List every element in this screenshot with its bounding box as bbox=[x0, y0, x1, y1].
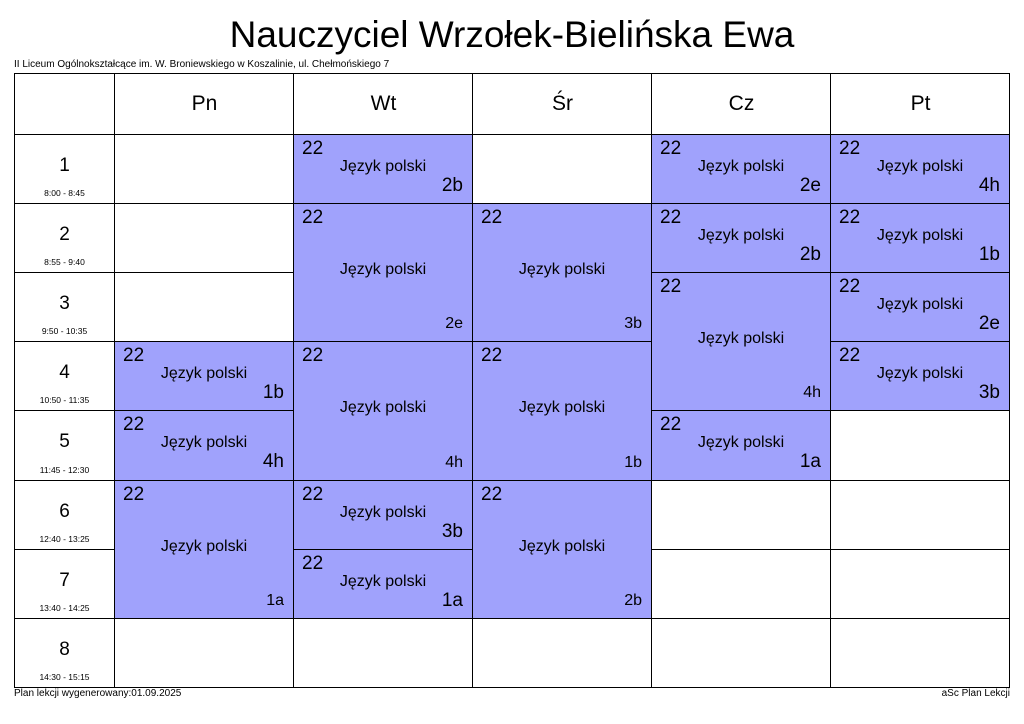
lesson-room: 22 bbox=[839, 138, 861, 159]
lesson-class: 4h bbox=[445, 454, 463, 471]
period-time: 8:55 - 9:40 bbox=[44, 257, 85, 267]
lesson-class: 3b bbox=[624, 315, 642, 332]
period-number: 8 bbox=[59, 639, 70, 660]
period-number: 4 bbox=[59, 362, 70, 383]
lesson-room: 22 bbox=[481, 345, 503, 366]
lesson-room: 22 bbox=[302, 345, 324, 366]
lesson-room: 22 bbox=[302, 207, 324, 228]
period-number: 6 bbox=[59, 501, 70, 522]
period-label bbox=[15, 135, 114, 203]
school-name: II Liceum Ogólnokształcące im. W. Broniewskiego w Koszalinie, ul. Chełmońskiego 7 bbox=[14, 59, 390, 70]
lesson-subject: Język polski bbox=[339, 504, 427, 521]
lesson-card[interactable] bbox=[293, 480, 473, 550]
day-header: Śr bbox=[552, 92, 573, 115]
lesson-class: 1b bbox=[978, 244, 1000, 265]
period-time: 8:00 - 8:45 bbox=[44, 188, 85, 198]
lesson-card[interactable] bbox=[472, 203, 652, 342]
day-header: Wt bbox=[370, 92, 397, 115]
lesson-subject: Język polski bbox=[697, 227, 785, 244]
lesson-card[interactable] bbox=[472, 480, 652, 619]
lesson-subject: Język polski bbox=[876, 227, 964, 244]
lesson-class: 2b bbox=[799, 244, 821, 265]
app-credit: aSc Plan Lekcji bbox=[941, 688, 1010, 699]
lesson-room: 22 bbox=[481, 207, 503, 228]
lesson-class: 2e bbox=[978, 313, 1000, 334]
lesson-card[interactable] bbox=[293, 134, 473, 204]
lesson-subject: Język polski bbox=[160, 434, 248, 451]
empty-slot bbox=[651, 549, 831, 619]
day-header: Pn bbox=[191, 92, 218, 115]
day-header: Pt bbox=[910, 92, 931, 115]
lesson-subject: Język polski bbox=[697, 158, 785, 175]
period-number: 5 bbox=[59, 431, 70, 452]
period-number: 1 bbox=[59, 155, 70, 176]
empty-slot bbox=[472, 618, 652, 688]
lesson-room: 22 bbox=[660, 414, 682, 435]
lesson-subject: Język polski bbox=[518, 399, 606, 416]
lesson-card[interactable] bbox=[114, 410, 294, 481]
period-label bbox=[15, 550, 114, 618]
lesson-card[interactable] bbox=[293, 549, 473, 619]
lesson-class: 2b bbox=[624, 592, 642, 609]
lesson-subject: Język polski bbox=[339, 158, 427, 175]
lesson-subject: Język polski bbox=[339, 399, 427, 416]
empty-slot bbox=[830, 618, 1010, 688]
empty-slot bbox=[293, 618, 473, 688]
lesson-card[interactable] bbox=[651, 272, 831, 411]
lesson-subject: Język polski bbox=[697, 330, 785, 347]
lesson-subject: Język polski bbox=[160, 538, 248, 555]
lesson-card[interactable] bbox=[830, 203, 1010, 273]
lesson-room: 22 bbox=[302, 484, 324, 505]
lesson-room: 22 bbox=[302, 138, 324, 159]
lesson-card[interactable] bbox=[472, 341, 652, 481]
lesson-room: 22 bbox=[481, 484, 503, 505]
period-time: 14:30 - 15:15 bbox=[39, 672, 90, 682]
lesson-class: 2e bbox=[445, 315, 463, 332]
period-number: 2 bbox=[59, 224, 70, 245]
lesson-room: 22 bbox=[123, 345, 145, 366]
lesson-card[interactable] bbox=[651, 410, 831, 481]
empty-slot bbox=[114, 203, 294, 273]
lesson-class: 3b bbox=[978, 382, 1000, 403]
empty-slot bbox=[830, 549, 1010, 619]
lesson-class: 4h bbox=[978, 175, 1000, 196]
empty-slot bbox=[651, 480, 831, 550]
lesson-class: 1a bbox=[266, 592, 284, 609]
lesson-subject: Język polski bbox=[697, 434, 785, 451]
timetable-grid bbox=[14, 73, 1010, 688]
lesson-room: 22 bbox=[660, 138, 682, 159]
lesson-class: 2e bbox=[799, 175, 821, 196]
lesson-room: 22 bbox=[660, 276, 682, 297]
period-label bbox=[15, 481, 114, 549]
lesson-subject: Język polski bbox=[339, 261, 427, 278]
lesson-class: 1b bbox=[262, 382, 284, 403]
lesson-room: 22 bbox=[123, 414, 145, 435]
period-number: 7 bbox=[59, 570, 70, 591]
period-time: 11:45 - 12:30 bbox=[39, 465, 90, 475]
lesson-room: 22 bbox=[123, 484, 145, 505]
period-label bbox=[15, 342, 114, 410]
lesson-class: 1a bbox=[441, 590, 463, 611]
period-time: 13:40 - 14:25 bbox=[39, 603, 90, 613]
lesson-subject: Język polski bbox=[876, 365, 964, 382]
empty-slot bbox=[114, 134, 294, 204]
lesson-room: 22 bbox=[302, 553, 324, 574]
empty-slot bbox=[114, 272, 294, 342]
empty-slot bbox=[830, 410, 1010, 481]
lesson-room: 22 bbox=[839, 345, 861, 366]
period-label bbox=[15, 619, 114, 687]
period-number: 3 bbox=[59, 293, 70, 314]
period-label bbox=[15, 411, 114, 480]
lesson-card[interactable] bbox=[830, 272, 1010, 342]
lesson-class: 1b bbox=[624, 454, 642, 471]
lesson-card[interactable] bbox=[830, 341, 1010, 411]
timetable-title: Nauczyciel Wrzołek-Bielińska Ewa bbox=[229, 14, 795, 55]
empty-slot bbox=[830, 480, 1010, 550]
lesson-subject: Język polski bbox=[339, 573, 427, 590]
lesson-room: 22 bbox=[839, 207, 861, 228]
period-label bbox=[15, 204, 114, 272]
lesson-room: 22 bbox=[839, 276, 861, 297]
generated-date: Plan lekcji wygenerowany:01.09.2025 bbox=[14, 688, 182, 699]
lesson-card[interactable] bbox=[651, 203, 831, 273]
lesson-room: 22 bbox=[660, 207, 682, 228]
lesson-class: 3b bbox=[441, 521, 463, 542]
lesson-card[interactable] bbox=[114, 341, 294, 411]
lesson-card[interactable] bbox=[293, 203, 473, 342]
lesson-class: 2b bbox=[441, 175, 463, 196]
lesson-subject: Język polski bbox=[876, 158, 964, 175]
lesson-card[interactable] bbox=[293, 341, 473, 481]
empty-slot bbox=[114, 618, 294, 688]
lesson-class: 4h bbox=[262, 451, 284, 472]
period-time: 12:40 - 13:25 bbox=[39, 534, 90, 544]
empty-slot bbox=[472, 134, 652, 204]
lesson-card[interactable] bbox=[830, 134, 1010, 204]
period-time: 10:50 - 11:35 bbox=[39, 395, 90, 405]
lesson-class: 1a bbox=[799, 451, 821, 472]
lesson-subject: Język polski bbox=[160, 365, 248, 382]
empty-slot bbox=[651, 618, 831, 688]
period-label bbox=[15, 273, 114, 341]
day-header: Cz bbox=[728, 92, 755, 115]
lesson-subject: Język polski bbox=[518, 261, 606, 278]
lesson-subject: Język polski bbox=[876, 296, 964, 313]
lesson-class: 4h bbox=[803, 384, 821, 401]
lesson-card[interactable] bbox=[114, 480, 294, 619]
period-time: 9:50 - 10:35 bbox=[41, 326, 88, 336]
lesson-subject: Język polski bbox=[518, 538, 606, 555]
lesson-card[interactable] bbox=[651, 134, 831, 204]
